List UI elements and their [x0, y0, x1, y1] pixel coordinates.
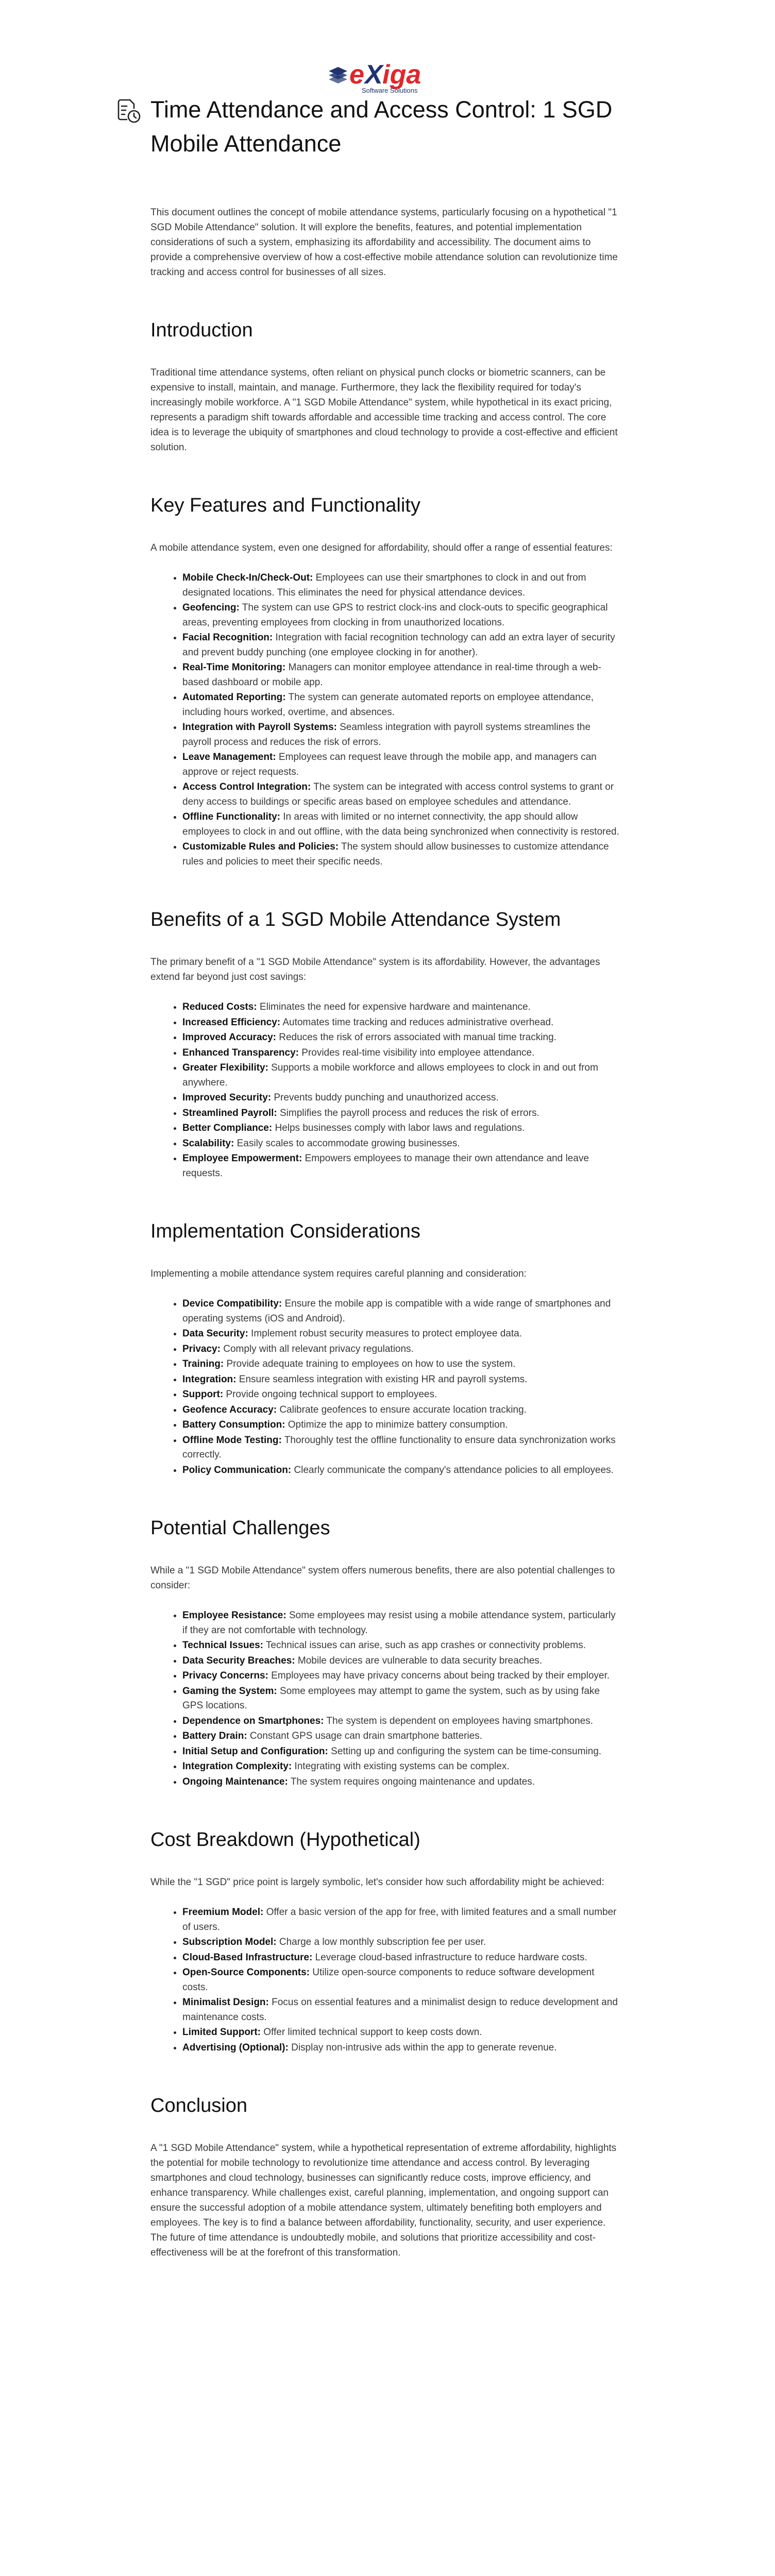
section-6	[150, 2093, 625, 2260]
list-item	[182, 1684, 625, 1714]
section-heading: Cost Breakdown (Hypothetical)	[150, 1829, 420, 1851]
list-item-term: Real-Time Monitoring:	[182, 662, 286, 673]
list-item	[182, 1061, 625, 1090]
list-item-text: Some employees may attempt to game the system, such as by using fake GPS locations.	[182, 1685, 600, 1711]
list-item	[182, 780, 625, 809]
list-item-term: Privacy Concerns:	[182, 1670, 268, 1681]
list-item-term: Leave Management:	[182, 752, 276, 762]
list-item	[182, 1669, 625, 1684]
list-item-term: Integration:	[182, 1374, 237, 1385]
section-5	[150, 1827, 625, 2055]
section-heading: Introduction	[150, 319, 253, 341]
list-item-text: Provide ongoing technical support to employees.	[223, 1389, 437, 1400]
attendance-clock-icon	[114, 97, 142, 125]
section-heading: Key Features and Functionality	[150, 495, 420, 516]
list-item-term: Facial Recognition:	[182, 632, 273, 643]
svg-text:iga: iga	[382, 60, 422, 90]
list-item-term: Greater Flexibility:	[182, 1062, 268, 1073]
list-item-text: Mobile devices are vulnerable to data security breaches.	[295, 1655, 543, 1666]
list-item	[182, 1654, 625, 1669]
list-item-term: Customizable Rules and Policies:	[182, 841, 339, 852]
list-item-text: Provide adequate training to employees on how to use the system.	[224, 1359, 516, 1369]
list-item-text: The system should allow businesses to customize attendance rules and policies to meet their specific needs.	[182, 841, 609, 867]
list-item	[182, 1387, 625, 1402]
list-item-text: Ensure seamless integration with existing HR and payroll systems.	[236, 1374, 528, 1385]
bullet-list	[150, 1905, 625, 2055]
list-item-text: Display non-intrusive ads within the app to generate revenue.	[288, 2042, 557, 2053]
section-4	[150, 1516, 625, 1789]
list-item	[182, 1151, 625, 1181]
list-item-text: Technical issues can arise, such as app crashes or connectivity problems.	[263, 1640, 586, 1651]
list-item	[182, 1297, 625, 1326]
list-item-term: Initial Setup and Configuration:	[182, 1745, 328, 1757]
list-item-text: Ensure the mobile app is compatible with a wide range of smartphones and operating systems (iOS and Android).	[182, 1298, 611, 1324]
list-item-text: Automates time tracking and reduces administrative overhead.	[280, 1016, 554, 1028]
bullet-list	[150, 1297, 625, 1478]
list-item-term: Limited Support:	[182, 2027, 261, 2038]
section-0	[150, 318, 625, 455]
list-item	[182, 1046, 625, 1061]
list-item-text: Charge a low monthly subscription fee per user.	[276, 1937, 486, 1947]
list-item-text: Thoroughly test the offline functionality to ensure data synchronization works correctly.	[182, 1434, 616, 1460]
section-paragraph: While a "1 SGD Mobile Attendance" system offers numerous benefits, there are also potential challenges to consider:	[150, 1565, 615, 1591]
section-paragraph: While the "1 SGD" price point is largely symbolic, let's consider how such affordability might be achieved:	[150, 1877, 604, 1888]
svg-text:e: e	[349, 60, 364, 90]
intro-paragraph: This document outlines the concept of mobile attendance systems, particularly focusing on a hypothetical "1 SGD Mobile Attendance" solution. It will explore the benefits, features, and potential implementation considerations of such a system, emphasizing its affordability and accessibility. The document aims to provide a comprehensive overview of how a cost-effective mobile attendance solution can revolutionize time tracking and access control for businesses of all sizes.	[150, 207, 618, 278]
list-item	[182, 571, 625, 600]
list-item-term: Employee Empowerment:	[182, 1153, 302, 1164]
list-item-text: The system requires ongoing maintenance and updates.	[288, 1776, 535, 1787]
list-item-text: Clearly communicate the company's attendance policies to all employees.	[291, 1464, 614, 1476]
list-item-text: Some employees may resist using a mobile attendance system, particularly if they are not comfortable with technology.	[182, 1610, 616, 1636]
list-item	[182, 720, 625, 750]
list-item	[182, 1000, 625, 1015]
list-item-term: Data Security:	[182, 1328, 248, 1339]
list-item-term: Reduced Costs:	[182, 1002, 257, 1012]
list-item-text: Integration with facial recognition technology can add an extra layer of security and prevent buddy punching (one employee clocking in for another).	[182, 632, 615, 658]
list-item-text: Reduces the risk of errors associated with manual time tracking.	[276, 1032, 557, 1043]
list-item-term: Advertising (Optional):	[182, 2042, 289, 2053]
list-item-text: The system can generate automated reports on employee attendance, including hours worked, overtime, and absences.	[182, 692, 594, 718]
list-item-term: Battery Consumption:	[182, 1419, 285, 1430]
list-item	[182, 2025, 625, 2040]
list-item	[182, 1638, 625, 1653]
section-paragraph: The primary benefit of a "1 SGD Mobile Attendance" system is its affordability. However, the advantages extend far beyond just cost savings:	[150, 957, 600, 982]
list-item-term: Streamlined Payroll:	[182, 1107, 277, 1118]
list-item	[182, 840, 625, 869]
list-item-text: Supports a mobile workforce and allows employees to clock in and out from anywhere.	[182, 1062, 598, 1088]
list-item	[182, 660, 625, 690]
list-item-term: Offline Mode Testing:	[182, 1434, 282, 1446]
list-item-term: Cloud-Based Infrastructure:	[182, 1952, 313, 1963]
section-heading: Implementation Considerations	[150, 1221, 420, 1242]
list-item	[182, 1433, 625, 1463]
list-item-text: Setting up and configuring the system can be time-consuming.	[328, 1745, 602, 1757]
list-item	[182, 1759, 625, 1774]
list-item	[182, 1935, 625, 1950]
list-item-text: Prevents buddy punching and unauthorized access.	[271, 1092, 499, 1103]
list-item	[182, 1015, 625, 1030]
list-item-term: Better Compliance:	[182, 1123, 273, 1133]
list-item-text: Seamless integration with payroll systems streamlines the payroll process and reduces the risk of errors.	[182, 722, 591, 748]
list-item	[182, 1744, 625, 1759]
list-item-term: Minimalist Design:	[182, 1997, 269, 2008]
svg-text:X: X	[365, 60, 383, 90]
list-item-term: Battery Drain:	[182, 1731, 247, 1741]
title-row	[150, 93, 625, 161]
section-paragraph: Traditional time attendance systems, often reliant on physical punch clocks or biometric scanners, can be expensive to install, maintain, and manage. Furthermore, they lack the flexibility required for today's increasingly mobile workforce. A "1 SGD Mobile Attendance" system, while hypothetical in its exact pricing, represents a paradigm shift towards affordable and accessible time tracking and access control. The core idea is to leverage the ubiquity of smartphones and cloud technology to provide a cost-effective and efficient solution.	[150, 367, 618, 453]
section-paragraph: Implementing a mobile attendance system requires careful planning and consideration:	[150, 1268, 527, 1279]
list-item-text: The system can be integrated with access control systems to grant or deny access to buildings or specific areas based on employee schedules and attendance.	[182, 782, 614, 807]
list-item	[182, 810, 625, 839]
list-item-term: Gaming the System:	[182, 1685, 277, 1697]
list-item-text: Integrating with existing systems can be complex.	[292, 1761, 510, 1772]
list-item-term: Data Security Breaches:	[182, 1655, 295, 1666]
list-item-term: Geofence Accuracy:	[182, 1404, 277, 1415]
list-item-term: Privacy:	[182, 1343, 221, 1354]
list-item	[182, 1965, 625, 1995]
list-item	[182, 1951, 625, 1965]
section-heading: Conclusion	[150, 2095, 247, 2116]
list-item	[182, 1775, 625, 1790]
list-item-term: Automated Reporting:	[182, 692, 286, 703]
list-item-text: Implement robust security measures to protect employee data.	[248, 1328, 522, 1339]
list-item-term: Integration with Payroll Systems:	[182, 722, 337, 733]
list-item	[182, 1463, 625, 1478]
list-item-text: Calibrate geofences to ensure accurate location tracking.	[277, 1404, 527, 1415]
list-item-text: Simplifies the payroll process and reduces the risk of errors.	[277, 1107, 540, 1118]
list-item	[182, 1137, 625, 1151]
list-item-term: Enhanced Transparency:	[182, 1047, 299, 1058]
list-item-text: Empowers employees to manage their own attendance and leave requests.	[182, 1153, 589, 1179]
list-item-term: Technical Issues:	[182, 1640, 263, 1651]
list-item	[182, 1729, 625, 1744]
list-item-term: Policy Communication:	[182, 1464, 292, 1476]
list-item-text: Offer limited technical support to keep costs down.	[260, 2027, 482, 2038]
list-item	[182, 1403, 625, 1418]
list-item-term: Support:	[182, 1389, 224, 1400]
list-item-text: Focus on essential features and a minimalist design to reduce development and maintenance costs.	[182, 1997, 618, 2023]
list-item	[182, 1121, 625, 1136]
section-paragraph: A mobile attendance system, even one designed for affordability, should offer a range of essential features:	[150, 543, 613, 553]
list-item-text: Easily scales to accommodate growing businesses.	[234, 1138, 460, 1149]
list-item-text: Comply with all relevant privacy regulations.	[220, 1343, 414, 1354]
list-item	[182, 1327, 625, 1342]
list-item	[182, 1030, 625, 1045]
list-item-term: Scalability:	[182, 1138, 234, 1149]
list-item-term: Mobile Check-In/Check-Out:	[182, 572, 313, 583]
list-item-text: Constant GPS usage can drain smartphone batteries.	[247, 1731, 482, 1741]
list-item	[182, 690, 625, 720]
list-item-term: Integration Complexity:	[182, 1761, 292, 1772]
list-item-term: Open-Source Components:	[182, 1967, 310, 1978]
list-item	[182, 1995, 625, 2025]
list-item-text: Eliminates the need for expensive hardware and maintenance.	[257, 1002, 531, 1012]
list-item	[182, 2041, 625, 2056]
section-2	[150, 907, 625, 1181]
list-item-term: Subscription Model:	[182, 1937, 277, 1947]
list-item	[182, 601, 625, 630]
section-heading: Benefits of a 1 SGD Mobile Attendance System	[150, 909, 561, 930]
list-item-term: Training:	[182, 1359, 224, 1369]
bullet-list	[150, 571, 625, 869]
list-item-text: In areas with limited or no internet connectivity, the app should allow employees to clock in and out offline, with the data being synchronized when connectivity is restored.	[182, 811, 619, 837]
list-item-text: Optimize the app to minimize battery consumption.	[285, 1419, 508, 1430]
list-item-term: Device Compatibility:	[182, 1298, 282, 1309]
section-1	[150, 493, 625, 869]
list-item-text: The system can use GPS to restrict clock-ins and clock-outs to specific geographical areas, preventing employees from clocking in from unauthorized locations.	[182, 602, 608, 628]
list-item	[182, 1418, 625, 1433]
list-item	[182, 631, 625, 660]
list-item-text: The system is dependent on employees having smartphones.	[324, 1715, 593, 1726]
list-item-term: Employee Resistance:	[182, 1610, 287, 1621]
list-item	[182, 1342, 625, 1357]
list-item	[182, 1357, 625, 1372]
list-item-text: Helps businesses comply with labor laws and regulations.	[272, 1123, 525, 1133]
list-item-text: Employees may have privacy concerns about being tracked by their employer.	[268, 1670, 610, 1681]
list-item-text: Employees can use their smartphones to clock in and out from designated locations. This eliminates the need for physical attendance devices.	[182, 572, 586, 598]
document-body	[150, 93, 625, 2260]
list-item	[182, 1714, 625, 1729]
list-item	[182, 1091, 625, 1106]
list-item-text: Managers can monitor employee attendance in real-time through a web-based dashboard or mobile app.	[182, 662, 601, 688]
list-item	[182, 750, 625, 779]
list-item-text: Offer a basic version of the app for free, with limited features and a small number of users.	[182, 1907, 617, 1933]
bullet-list	[150, 1000, 625, 1181]
list-item-term: Offline Functionality:	[182, 811, 280, 822]
section-3	[150, 1219, 625, 1478]
list-item-text: Provides real-time visibility into employee attendance.	[298, 1047, 535, 1058]
list-item	[182, 1372, 625, 1387]
list-item-term: Ongoing Maintenance:	[182, 1776, 288, 1787]
list-item-term: Freemium Model:	[182, 1907, 264, 1918]
list-item	[182, 1905, 625, 1935]
list-item-term: Improved Accuracy:	[182, 1032, 276, 1043]
page-title: Time Attendance and Access Control: 1 SGD Mobile Attendance	[150, 96, 613, 157]
bullet-list	[150, 1608, 625, 1789]
list-item-term: Improved Security:	[182, 1092, 272, 1103]
sections-container	[150, 318, 625, 2260]
svg-text:Software Solutions: Software Solutions	[362, 87, 418, 94]
list-item-term: Dependence on Smartphones:	[182, 1715, 324, 1726]
list-item-term: Increased Efficiency:	[182, 1016, 281, 1028]
list-item-text: Utilize open-source components to reduce software development costs.	[182, 1967, 595, 1993]
section-paragraph: A "1 SGD Mobile Attendance" system, while a hypothetical representation of extreme affordability, highlights the potential for mobile technology to revolutionize time attendance and access control. By leveraging smartphones and cloud technology, businesses can significantly reduce costs, improve efficiency, and enhance transparency. While challenges exist, careful planning, implementation, and ongoing support can ensure the successful adoption of a mobile attendance system, ultimately benefiting both employers and employees. The key is to find a balance between affordability, functionality, security, and user experience. The future of time attendance is undoubtedly mobile, and solutions that prioritize accessibility and cost-effectiveness will be at the forefront of this transformation.	[150, 2143, 617, 2258]
logo-mark-icon	[329, 67, 347, 83]
list-item	[182, 1608, 625, 1638]
list-item-text: Employees can request leave through the mobile app, and managers can approve or reject requests.	[182, 752, 597, 777]
list-item-term: Geofencing:	[182, 602, 240, 613]
list-item	[182, 1106, 625, 1121]
section-heading: Potential Challenges	[150, 1517, 330, 1539]
list-item-text: Leverage cloud-based infrastructure to reduce hardware costs.	[312, 1952, 587, 1963]
list-item-term: Access Control Integration:	[182, 782, 311, 792]
